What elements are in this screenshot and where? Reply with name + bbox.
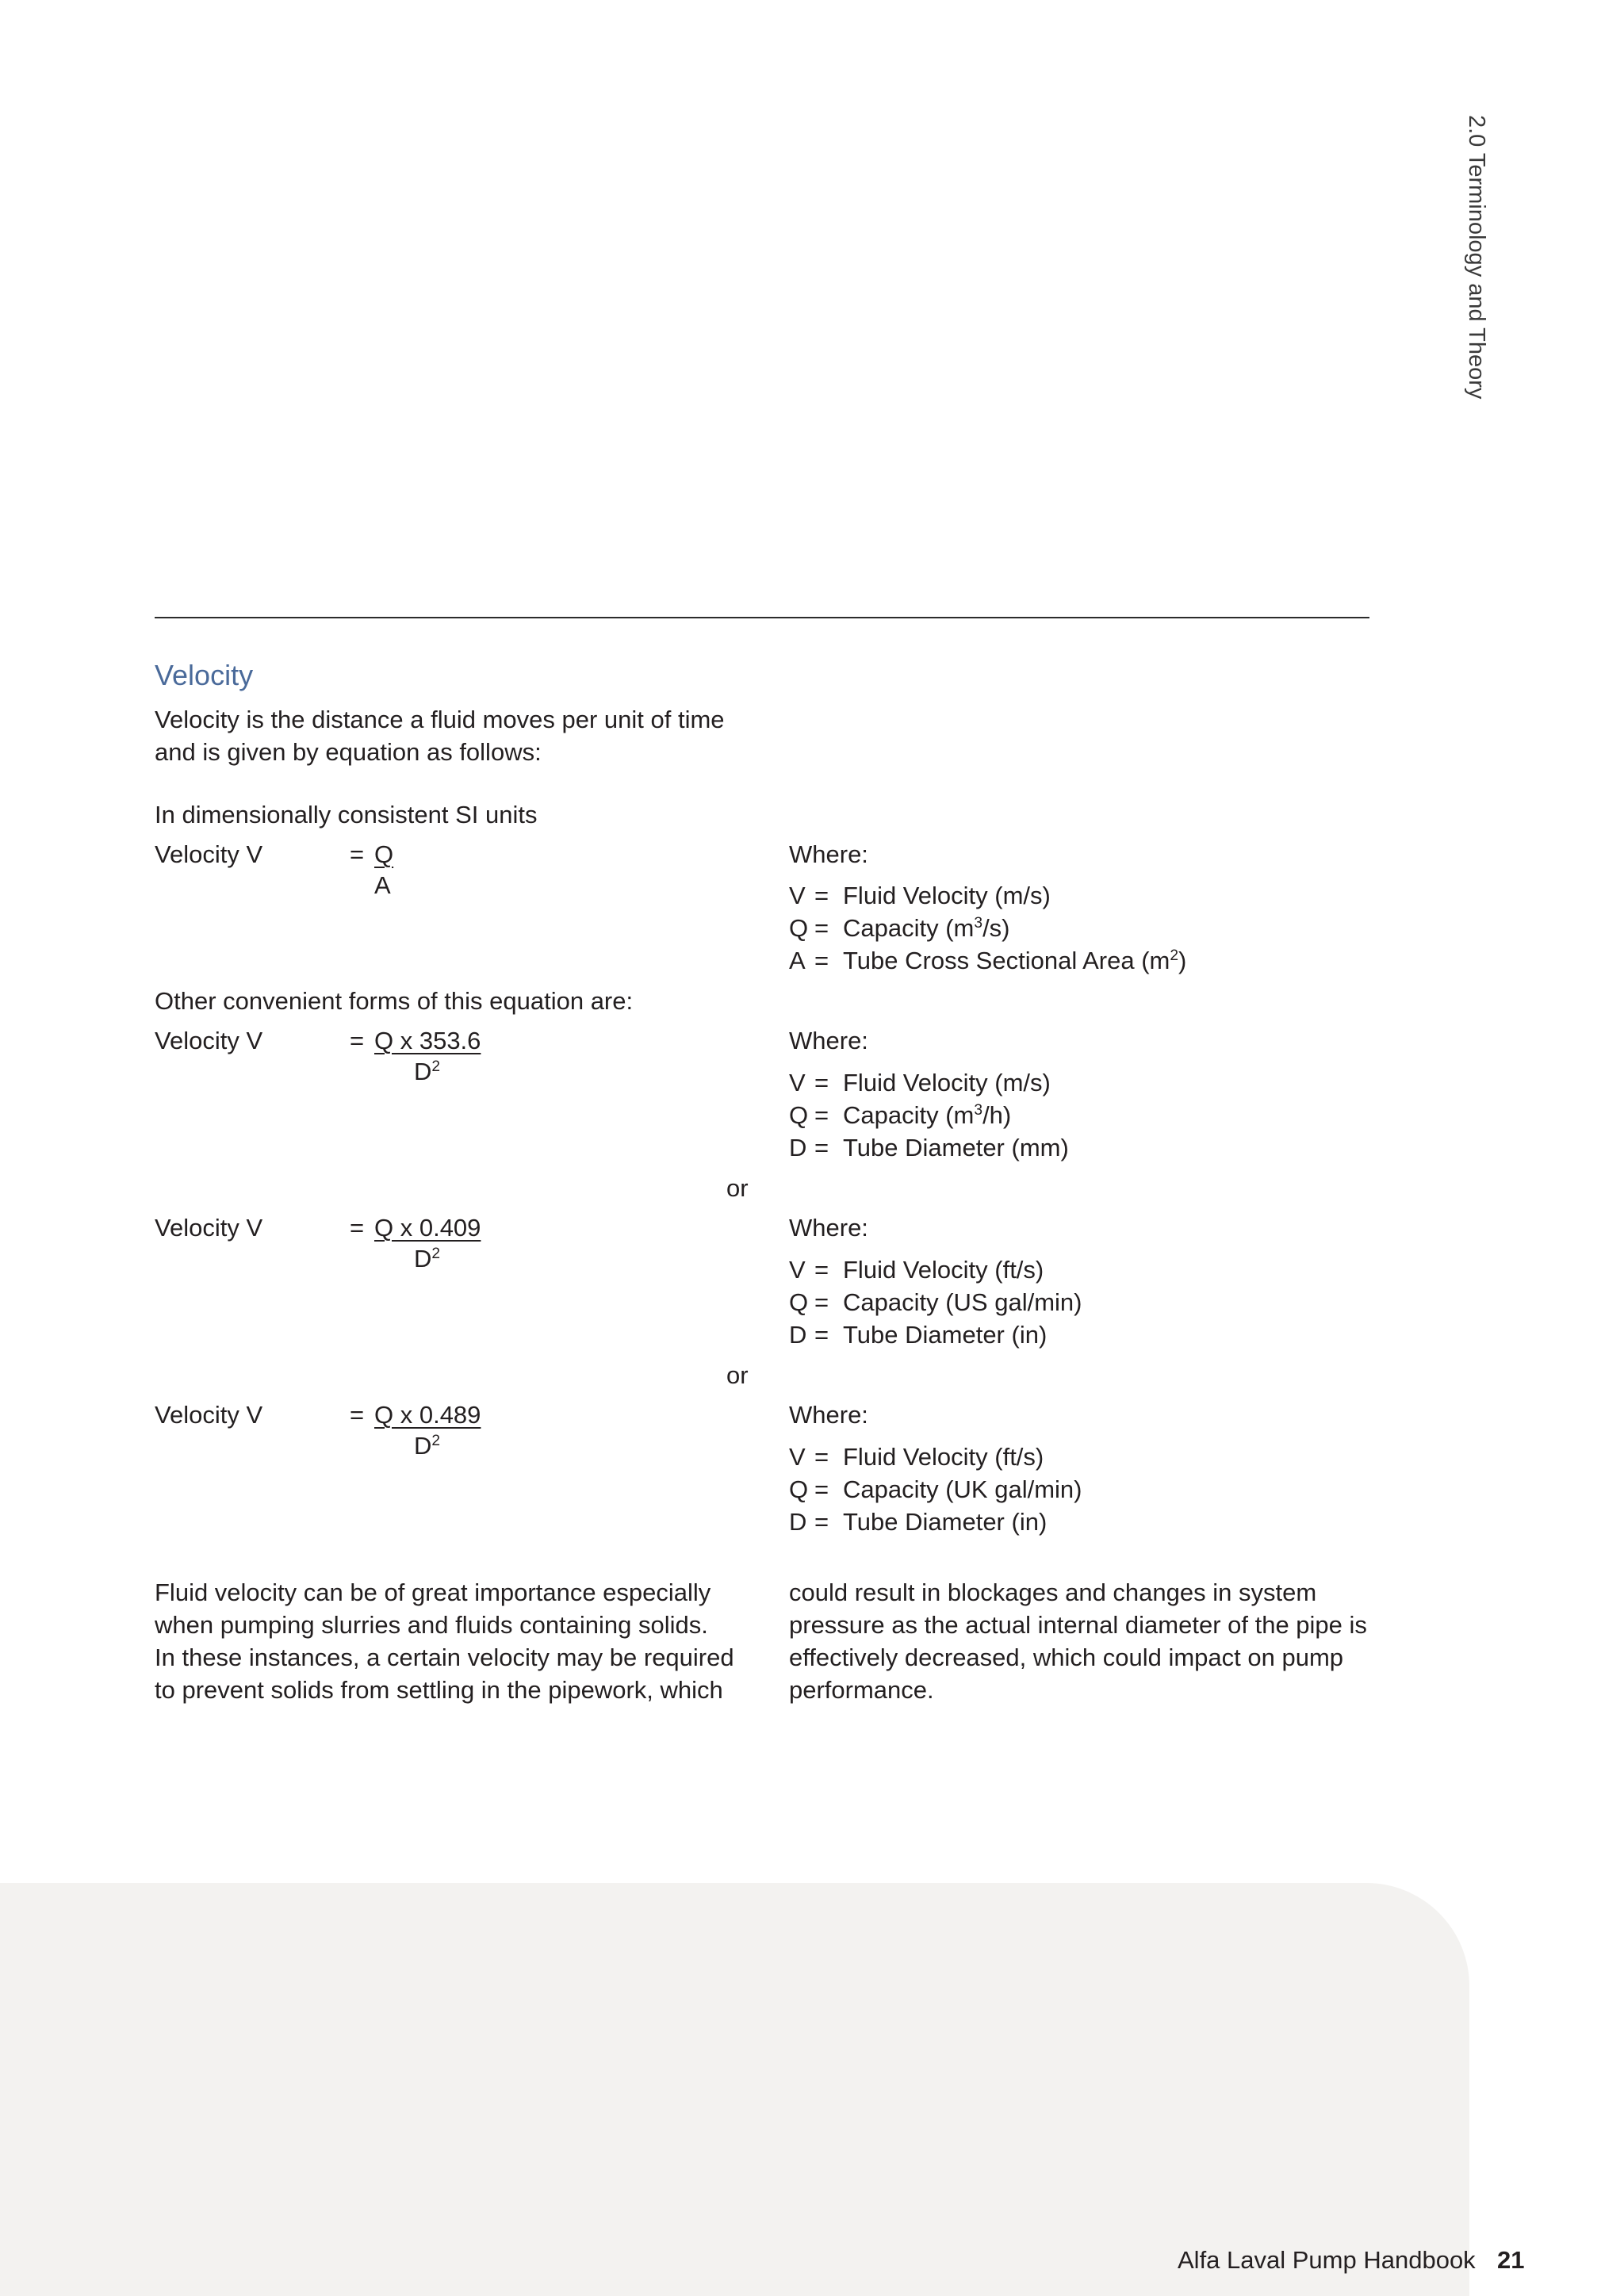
where-item: Q = Capacity (UK gal/min) [789, 1475, 1082, 1503]
paragraph-line: to prevent solids from settling in the pipework, which [155, 1676, 723, 1704]
paragraph-line: performance. [789, 1676, 934, 1704]
or-separator-1: or [726, 1174, 749, 1202]
where-item: D = Tube Diameter (in) [789, 1508, 1048, 1536]
where-item: Q = Capacity $(m^3/s)$ [789, 914, 1010, 942]
equation-3-where-label: Where: [789, 1214, 868, 1242]
equation-4-denominator: $D^2$ [414, 1432, 441, 1460]
other-forms-label: Other convenient forms of this equation are: [155, 987, 634, 1015]
equation-4-lhs: Velocity V [155, 1401, 263, 1429]
equation-3-equals: = [350, 1214, 365, 1242]
where-item: D = Tube Diameter (in) [789, 1321, 1048, 1349]
where-item: V = Fluid Velocity (ft/s) [789, 1256, 1044, 1284]
footer-panel [0, 1883, 1469, 2296]
closing-paragraph-left [155, 1576, 741, 1706]
equation-1-where-list [789, 879, 1186, 977]
paragraph-line: pressure as the actual internal diameter of the pipe is [789, 1611, 1367, 1639]
where-item: A = Tube Cross Sectional Area $(m^2)$ [789, 947, 1187, 974]
closing-paragraph-right [789, 1576, 1376, 1706]
where-item: Q = Capacity $(m^3/h)$ [789, 1101, 1012, 1129]
equation-2-where-list [789, 1066, 1069, 1164]
page-number: 21 [1497, 2246, 1525, 2274]
equation-1-equals: = [350, 840, 365, 868]
paragraph-line: effectively decreased, which could impact on pump [789, 1644, 1344, 1671]
intro-line-1: Velocity is the distance a fluid moves per unit of time [155, 706, 725, 733]
equation-4-where-label: Where: [789, 1401, 868, 1429]
si-units-label: In dimensionally consistent SI units [155, 801, 538, 828]
paragraph-line: Fluid velocity can be of great importance especially [155, 1578, 711, 1606]
where-item: V = Fluid Velocity (m/s) [789, 1069, 1051, 1096]
equation-2-numerator: Q x 353.6 [374, 1027, 481, 1054]
equation-1-numerator: Q [374, 840, 394, 868]
where-item: V = Fluid Velocity (m/s) [789, 882, 1051, 909]
equation-3-numerator: Q x 0.409 [374, 1214, 481, 1242]
equation-4-where-list [789, 1441, 1082, 1538]
equation-4-equals: = [350, 1401, 365, 1429]
section-divider [155, 617, 1369, 618]
equation-2-where-label: Where: [789, 1027, 868, 1054]
footer-title: Alfa Laval Pump Handbook [1178, 2246, 1476, 2274]
equation-3-lhs: Velocity V [155, 1214, 263, 1242]
where-item: D = Tube Diameter (mm) [789, 1134, 1069, 1161]
equation-3-denominator: $D^2$ [414, 1245, 441, 1272]
equation-3-where-list [789, 1253, 1082, 1351]
equation-1-where-label: Where: [789, 840, 868, 868]
where-item: V = Fluid Velocity (ft/s) [789, 1443, 1044, 1471]
paragraph-line: when pumping slurries and fluids containing solids. [155, 1611, 708, 1639]
equation-1-lhs: Velocity V [155, 840, 263, 868]
equation-2-denominator: $D^2$ [414, 1058, 441, 1085]
paragraph-line: In these instances, a certain velocity may be required [155, 1644, 734, 1671]
intro-line-2: and is given by equation as follows: [155, 738, 542, 766]
section-heading: Velocity [155, 659, 254, 691]
equation-1-denominator: A [374, 871, 391, 899]
equation-4-numerator: Q x 0.489 [374, 1401, 481, 1429]
equation-2-lhs: Velocity V [155, 1027, 263, 1054]
paragraph-line: could result in blockages and changes in system [789, 1578, 1317, 1606]
section-side-title: 2.0 Terminology and Theory [1464, 115, 1489, 400]
or-separator-2: or [726, 1361, 749, 1389]
where-item: Q = Capacity (US gal/min) [789, 1288, 1082, 1316]
equation-2-equals: = [350, 1027, 365, 1054]
